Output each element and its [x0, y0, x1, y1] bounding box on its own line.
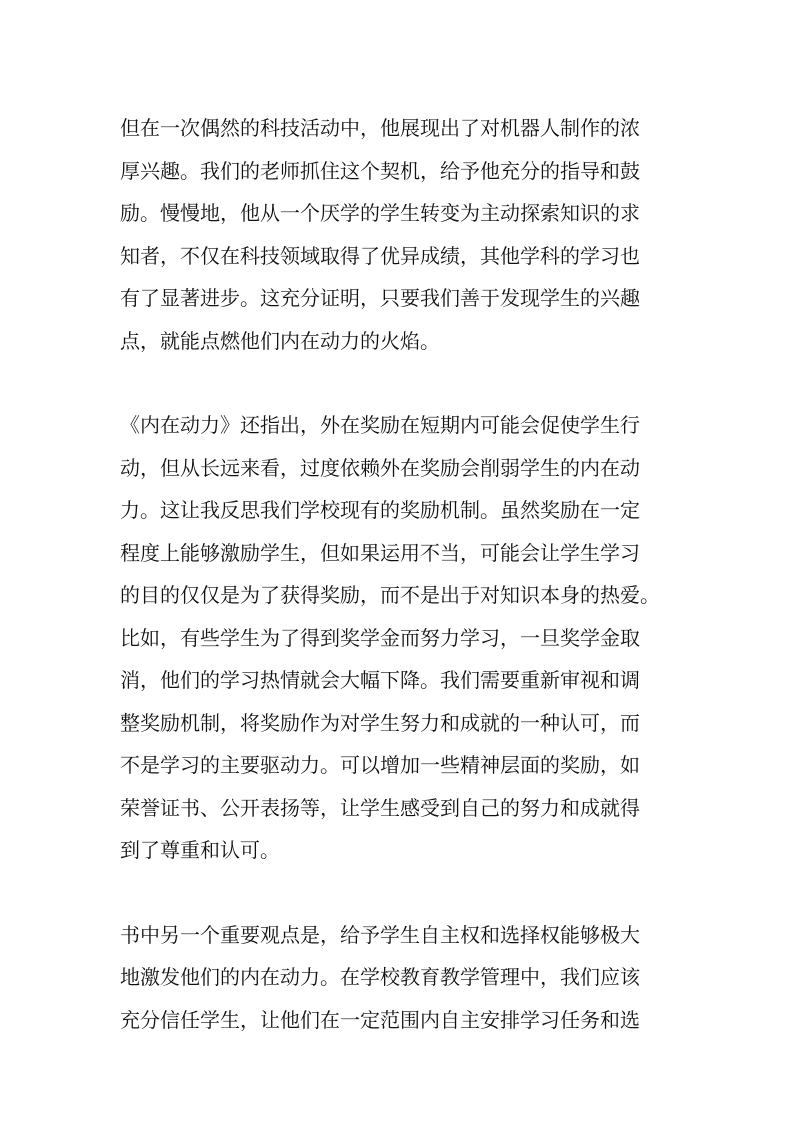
text-line: 程度上能够激励学生，但如果运用不当，可能会让学生学习	[120, 540, 640, 565]
text-line: 充分信任学生，让他们在一定范围内自主安排学习任务和选	[120, 1007, 640, 1032]
text-line: 厚兴趣。我们的老师抓住这个契机，给予他充分的指导和鼓	[120, 158, 640, 183]
text-line: 知者，不仅在科技领域取得了优异成绩，其他学科的学习也	[120, 243, 640, 268]
text-line: 不是学习的主要驱动力。可以增加一些精神层面的奖励，如	[120, 753, 640, 777]
text-line: 消，他们的学习热情就会大幅下降。我们需要重新审视和调	[120, 668, 640, 692]
text-line: 励。慢慢地，他从一个厌学的学生转变为主动探索知识的求	[120, 201, 640, 225]
text-line: 地激发他们的内在动力。在学校教育教学管理中，我们应该	[120, 965, 640, 989]
text-line: 点，就能点燃他们内在动力的火焰。	[120, 328, 440, 353]
text-line: 有了显著进步。这充分证明，只要我们善于发现学生的兴趣	[120, 286, 640, 310]
text-line: 到了尊重和认可。	[120, 838, 280, 862]
text-line: 书中另一个重要观点是，给予学生自主权和选择权能够极大	[120, 922, 640, 947]
document-body	[120, 107, 676, 1083]
paragraph-1	[120, 107, 676, 362]
paragraph-3	[120, 914, 676, 1042]
text-line: 整奖励机制，将奖励作为对学生努力和成就的一种认可，而	[120, 710, 640, 735]
text-line: 但在一次偶然的科技活动中，他展现出了对机器人制作的浓	[120, 116, 640, 140]
text-line: 的目的仅仅是为了获得奖励，而不是出于对知识本身的热爱。	[120, 583, 660, 607]
text-line: 荣誉证书、公开表扬等，让学生感受到自己的努力和成就得	[120, 795, 640, 820]
text-line: 力。这让我反思我们学校现有的奖励机制。虽然奖励在一定	[120, 498, 640, 522]
text-line: 《内在动力》还指出，外在奖励在短期内可能会促使学生行	[120, 413, 640, 437]
text-line: 动，但从长远来看，过度依赖外在奖励会削弱学生的内在动	[120, 455, 640, 480]
paragraph-2	[120, 404, 676, 872]
text-line: 比如，有些学生为了得到奖学金而努力学习，一旦奖学金取	[120, 625, 640, 650]
